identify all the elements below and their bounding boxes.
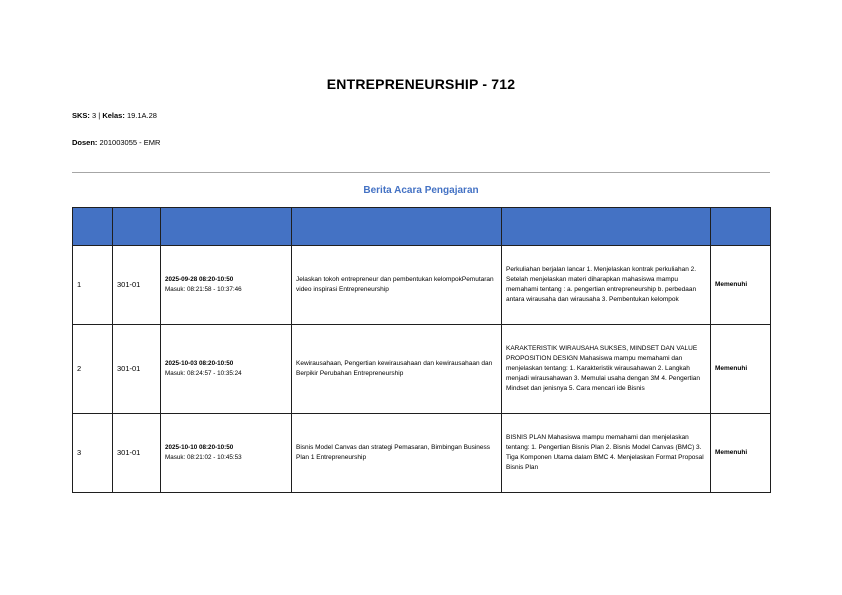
topic-cell: Jelaskan tokoh entrepreneur dan pembentukan kelompokPemutaran video inspirasi Entrepreneurship xyxy=(292,246,502,325)
attendance-time: Masuk: 08:21:58 - 10:37:46 xyxy=(165,286,242,293)
row-number: 2 xyxy=(73,325,113,414)
table-row xyxy=(73,246,771,325)
status-cell: Memenuhi xyxy=(711,246,771,325)
topic-cell: Bisnis Model Canvas dan strategi Pemasaran, Bimbingan Business Plan 1 Entrepreneurship xyxy=(292,414,502,493)
date-cell xyxy=(161,246,292,325)
sks-value: 3 xyxy=(92,111,97,120)
sks-label: SKS: xyxy=(72,111,90,120)
class-code: 301-01 xyxy=(113,414,161,493)
table-row xyxy=(73,325,771,414)
date-cell xyxy=(161,325,292,414)
header-cell xyxy=(73,208,113,246)
teaching-log-table xyxy=(72,207,771,493)
activity-cell: BISNIS PLAN Mahasiswa mampu memahami dan menjelaskan tentang: 1. Pengertian Bisnis Plan 2. Bisnis Model Canvas (BMC) 3. Tiga Komponen Utama dalam BMC 4. Menjelaskan Format Proposal Bisnis Plan xyxy=(502,414,711,493)
dosen-value: 201003055 - EMR xyxy=(99,138,161,147)
activity-cell: Perkuliahan berjalan lancar 1. Menjelaskan kontrak perkuliahan 2. Setelah menjelaskan materi diharapkan mahasiswa mampu memahami tentang : a. pengertian entrepreneurship b. perbedaan antara wirausaha dan wirausaha 3. Pembentukan kelompok xyxy=(502,246,711,325)
kelas-label: Kelas: xyxy=(102,111,125,120)
status-cell: Memenuhi xyxy=(711,325,771,414)
separator: | xyxy=(98,111,101,120)
header-cell xyxy=(113,208,161,246)
class-code: 301-01 xyxy=(113,325,161,414)
attendance-time: Masuk: 08:21:02 - 10:45:53 xyxy=(165,454,242,461)
header-cell xyxy=(502,208,711,246)
header-cell xyxy=(292,208,502,246)
section-title: Berita Acara Pengajaran xyxy=(363,185,479,196)
kelas-value: 19.1A.28 xyxy=(126,111,157,120)
row-number: 1 xyxy=(73,246,113,325)
table-row xyxy=(73,414,771,493)
header-cell xyxy=(161,208,292,246)
sks-kelas-line xyxy=(72,111,157,120)
session-date: 2025-10-10 08:20-10:50 xyxy=(165,444,234,452)
table-header-row xyxy=(73,208,771,246)
attendance-time: Masuk: 08:24:57 - 10:35:24 xyxy=(165,370,242,377)
header-cell xyxy=(711,208,771,246)
topic-cell: Kewirausahaan, Pengertian kewirausahaan dan kewirausahaan dan Berpikir Perubahan Entrepreneurship xyxy=(292,325,502,414)
date-cell xyxy=(161,414,292,493)
page-title: ENTREPRENEURSHIP - 712 xyxy=(326,76,516,92)
status-cell: Memenuhi xyxy=(711,414,771,493)
dosen-line xyxy=(72,138,160,147)
class-code: 301-01 xyxy=(113,246,161,325)
session-date: 2025-09-28 08:20-10:50 xyxy=(165,276,234,284)
session-date: 2025-10-03 08:20-10:50 xyxy=(165,360,234,368)
divider xyxy=(72,172,770,173)
activity-cell: KARAKTERISTIK WIRAUSAHA SUKSES, MINDSET DAN VALUE PROPOSITION DESIGN Mahasiswa mampu memahami dan menjelaskan tentang: 1. Karakteristik wirausahawan 2. Langkah menjadi wirausahawan 3. Memulai usaha dengan 3M 4. Pengertian Mindset dan jenisnya 5. Cara mencari ide Bisnis xyxy=(502,325,711,414)
dosen-label: Dosen: xyxy=(72,138,98,147)
row-number: 3 xyxy=(73,414,113,493)
